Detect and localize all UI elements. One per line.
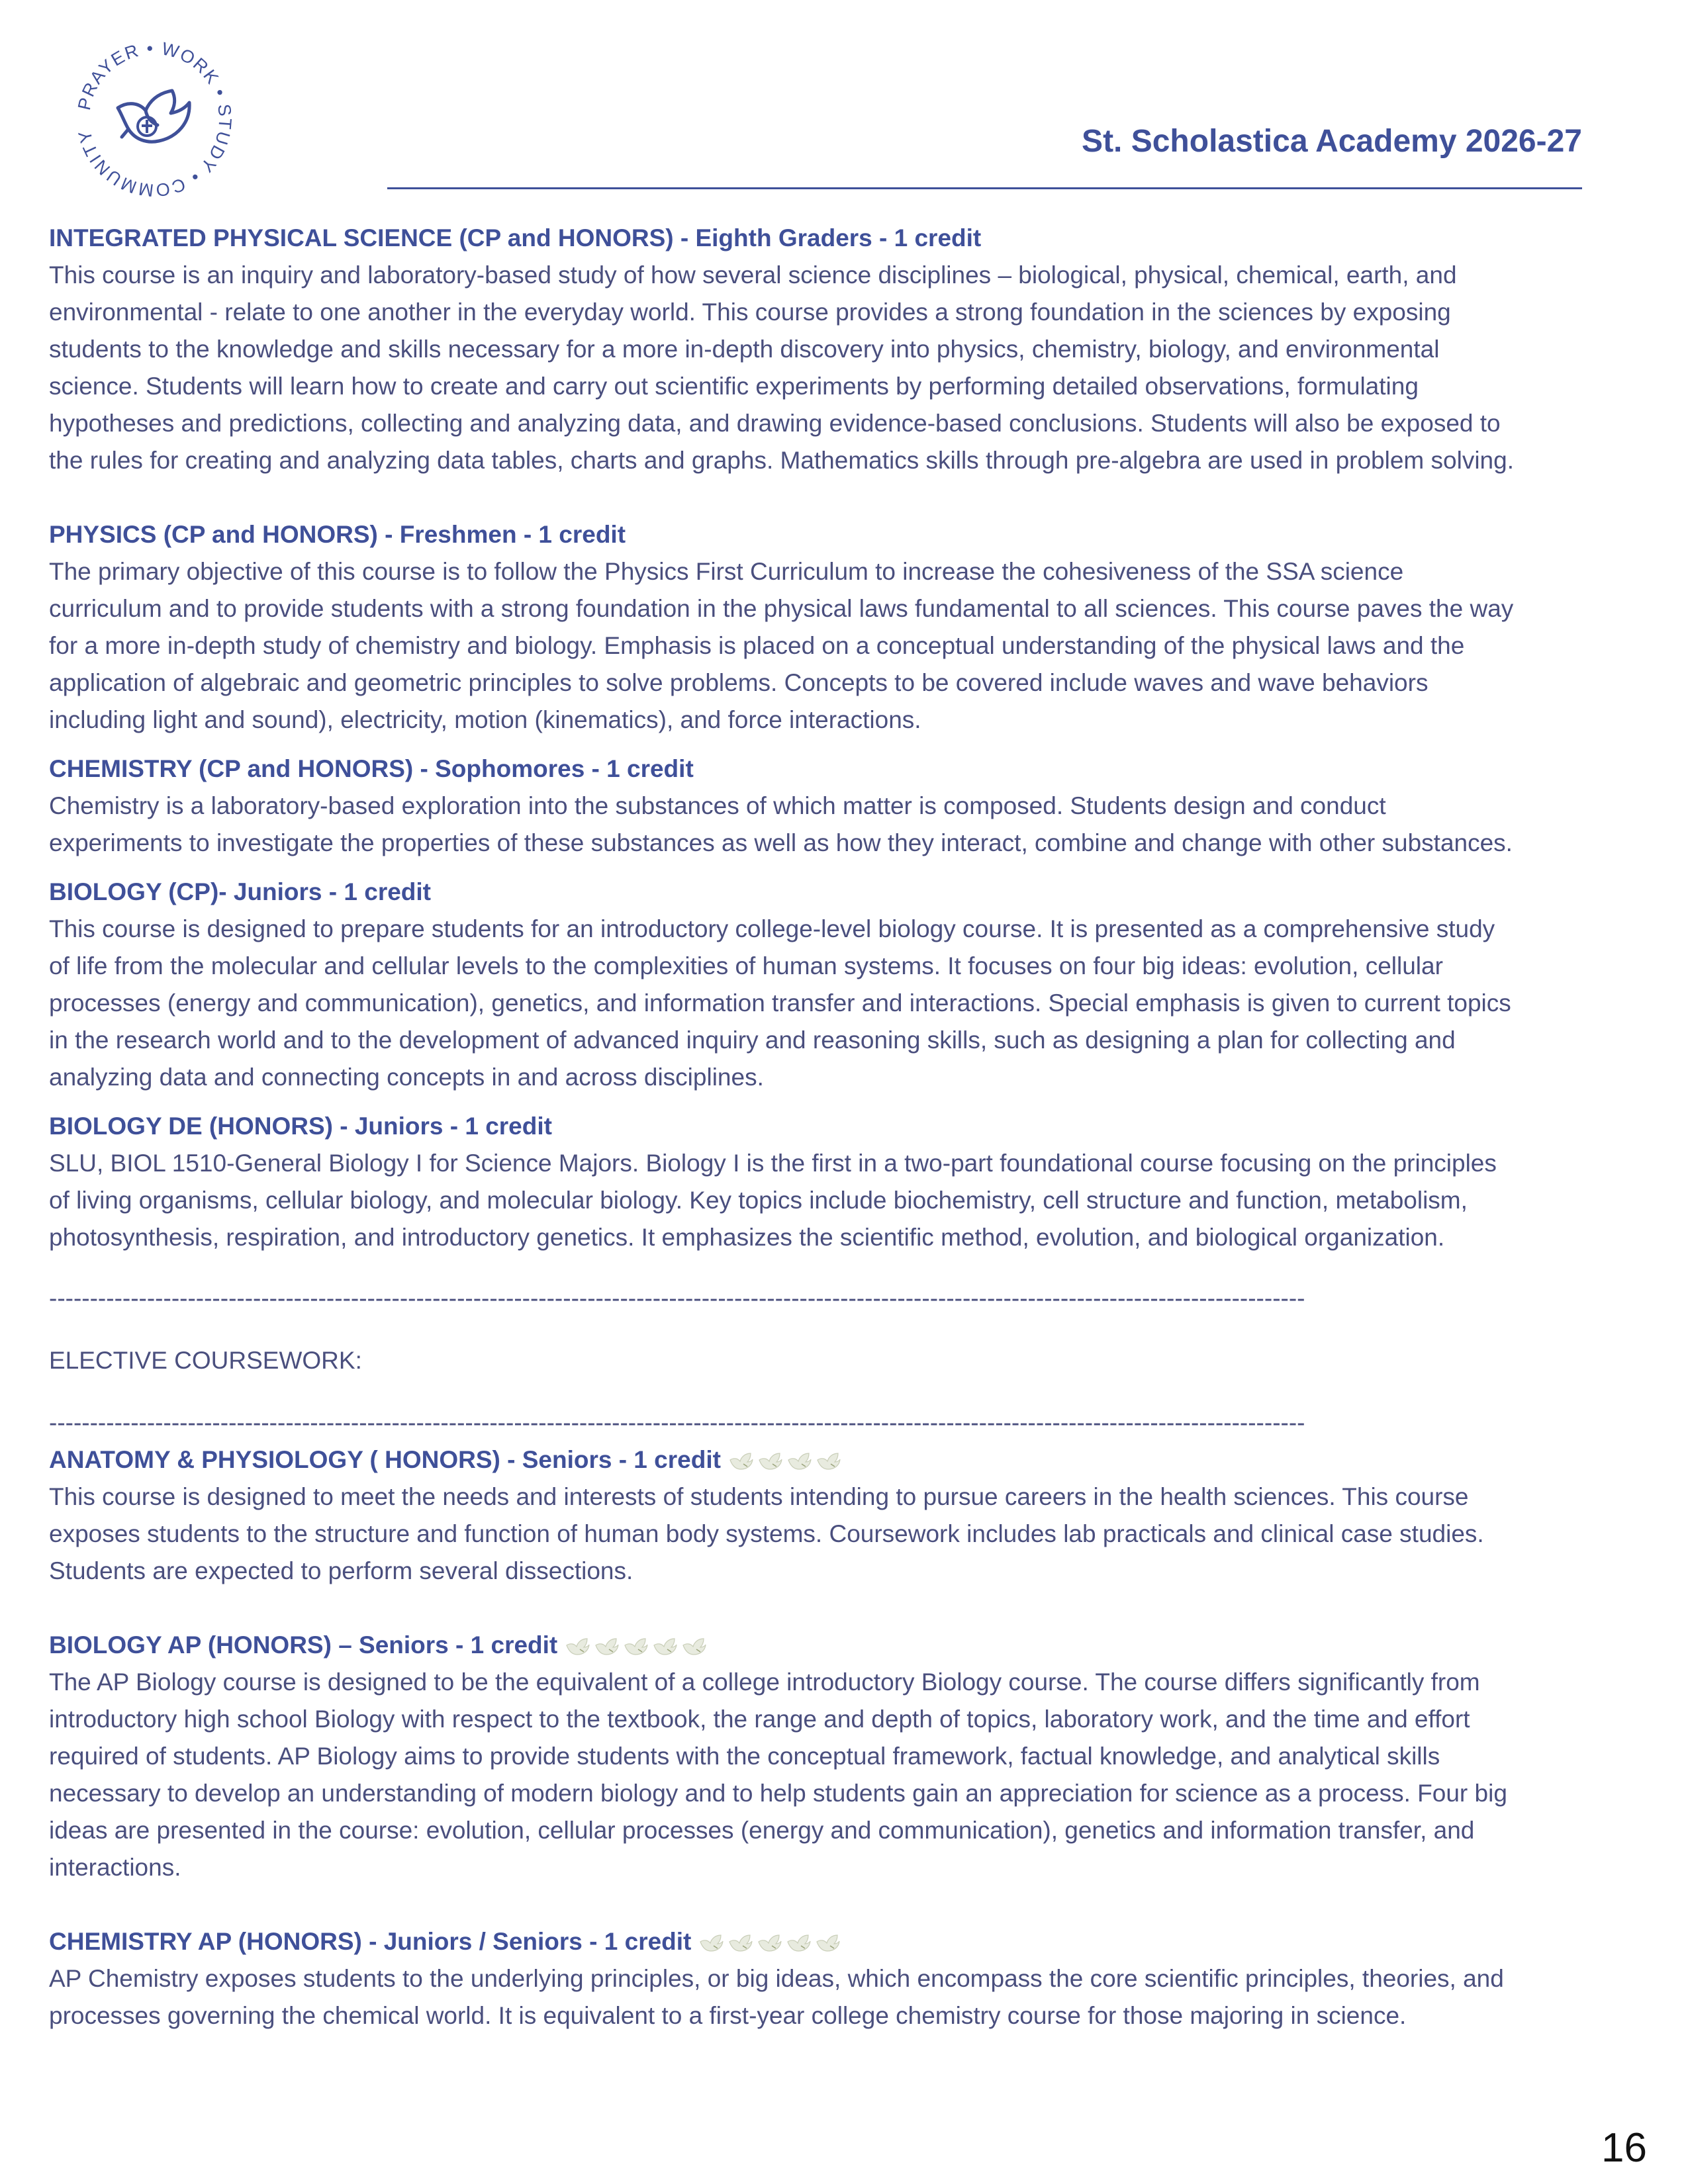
course-description-line: including light and sound), electricity, motion (kinematics), and force interactions. — [49, 706, 921, 733]
school-logo — [65, 30, 244, 208]
dove-icon — [814, 1933, 841, 1954]
course-block — [49, 220, 1651, 479]
dove-icon — [593, 1636, 620, 1657]
course-description-line: required of students. AP Biology aims to provide students with the conceptual framework, factual knowledge, and analytical skills — [49, 1743, 1440, 1770]
course-description-line: Chemistry is a laboratory-based exploration into the substances of which matter is composed. Students design and conduct — [49, 792, 1386, 819]
course-block — [49, 1627, 1651, 1886]
header-divider — [387, 187, 1582, 189]
course-description-line: photosynthesis, respiration, and introductory genetics. It emphasizes the scientific method, evolution, and biological organization. — [49, 1224, 1445, 1251]
dove-rating — [727, 1451, 841, 1472]
dove-icon — [564, 1636, 590, 1657]
course-description-line: ideas are presented in the course: evolution, cellular processes (energy and communication), genetics and information transfer, and — [49, 1817, 1475, 1844]
course-title-text: CHEMISTRY (CP and HONORS) - Sophomores - 1 credit — [49, 755, 694, 782]
course-block — [49, 1108, 1651, 1256]
core-course-list — [49, 220, 1651, 1256]
elective-course-list — [49, 1441, 1651, 2034]
course-description-line: analyzing data and connecting concepts in and across disciplines. — [49, 1064, 764, 1091]
course-description-line: hypotheses and predictions, collecting and analyzing data, and drawing evidence-based conclusions. Students will also be exposed to — [49, 410, 1501, 437]
course-description-line: Students are expected to perform several dissections. — [49, 1557, 633, 1584]
course-title — [49, 1923, 1651, 1960]
dove-rating — [698, 1933, 841, 1954]
course-description-line: curriculum and to provide students with a strong foundation in the physical laws fundamental to all sciences. This course paves the way — [49, 595, 1514, 622]
course-description-line: application of algebraic and geometric principles to solve problems. Concepts to be covered include waves and wave behaviors — [49, 669, 1429, 696]
course-block — [49, 874, 1651, 1096]
course-description-line: exposes students to the structure and function of human body systems. Coursework includes lab practicals and clinical case studies. — [49, 1520, 1484, 1547]
course-description-line: SLU, BIOL 1510-General Biology I for Science Majors. Biology I is the first in a two-part foundational course focusing on the principles — [49, 1150, 1497, 1177]
course-description-line: This course is designed to prepare students for an introductory college-level biology course. It is presented as a comprehensive study — [49, 915, 1495, 942]
course-description-line: processes (energy and communication), genetics, and information transfer and interactions. Special emphasis is given to current topics — [49, 989, 1511, 1017]
course-block — [49, 1441, 1651, 1590]
course-title-text: PHYSICS (CP and HONORS) - Freshmen - 1 credit — [49, 521, 626, 548]
logo-motto: PRAYER • WORK • STUDY • COMMUNITY — [73, 38, 236, 201]
course-title-text: BIOLOGY AP (HONORS) – Seniors - 1 credit — [49, 1631, 558, 1659]
course-title-text: BIOLOGY (CP)- Juniors - 1 credit — [49, 878, 432, 905]
dove-icon — [727, 1933, 753, 1954]
course-description-line: interactions. — [49, 1854, 181, 1881]
course-block — [49, 1923, 1651, 2034]
course-title-text: BIOLOGY DE (HONORS) - Juniors - 1 credit — [49, 1113, 552, 1140]
course-description-line: the rules for creating and analyzing data tables, charts and graphs. Mathematics skills through pre-algebra are used in problem solving. — [49, 447, 1514, 474]
dove-icon — [698, 1933, 724, 1954]
course-description-line: in the research world and to the development of advanced inquiry and reasoning skills, such as designing a plan for collecting and — [49, 1026, 1456, 1054]
course-title-text: INTEGRATED PHYSICAL SCIENCE (CP and HONORS) - Eighth Graders - 1 credit — [49, 224, 982, 251]
course-description-line: environmental - relate to one another in the everyday world. This course provides a strong foundation in the sciences by exposing — [49, 298, 1451, 326]
dove-icon — [785, 1933, 812, 1954]
course-title — [49, 220, 1651, 257]
course-description-line: students to the knowledge and skills necessary for a more in-depth discovery into physics, chemistry, biology, and environmental — [49, 336, 1440, 363]
course-description-line: of life from the molecular and cellular levels to the complexities of human systems. It focuses on four big ideas: evolution, cellular — [49, 952, 1443, 979]
dove-icon — [727, 1451, 754, 1472]
course-description-line: science. Students will learn how to create and carry out scientific experiments by performing detailed observations, formulating — [49, 373, 1419, 400]
course-description-line: experiments to investigate the properties of these substances as well as how they interact, combine and change with other substances. — [49, 829, 1513, 856]
course-description-line: of living organisms, cellular biology, and molecular biology. Key topics include biochemistry, cell structure and function, metabolism, — [49, 1187, 1468, 1214]
separator-line: ---------------------------------------------------------------------------------------------------------------------------------------------------------- — [49, 1409, 1305, 1436]
course-title-text: CHEMISTRY AP (HONORS) - Juniors / Seniors - 1 credit — [49, 1928, 692, 1955]
separator-line: ---------------------------------------------------------------------------------------------------------------------------------------------------------- — [49, 1285, 1305, 1312]
dove-seal-icon — [65, 30, 244, 208]
course-title — [49, 1108, 1651, 1145]
elective-heading: ELECTIVE COURSEWORK: — [49, 1347, 362, 1374]
course-title — [49, 1627, 1651, 1664]
course-description-line: AP Chemistry exposes students to the underlying principles, or big ideas, which encompass the core scientific principles, theories, and — [49, 1965, 1504, 1992]
course-content — [49, 220, 1651, 2034]
dove-icon — [651, 1636, 678, 1657]
dove-icon — [815, 1451, 841, 1472]
dove-icon — [757, 1451, 783, 1472]
course-description-line: The primary objective of this course is to follow the Physics First Curriculum to increase the cohesiveness of the SSA science — [49, 558, 1404, 585]
dove-rating — [564, 1636, 707, 1657]
course-title — [49, 874, 1651, 911]
course-title — [49, 516, 1651, 553]
course-title-text: ANATOMY & PHYSIOLOGY ( HONORS) - Seniors - 1 credit — [49, 1446, 721, 1473]
dove-icon — [756, 1933, 782, 1954]
school-title: St. Scholastica Academy 2026-27 — [1082, 124, 1582, 159]
course-title — [49, 1441, 1651, 1479]
dove-icon — [786, 1451, 812, 1472]
course-description-line: introductory high school Biology with respect to the textbook, the range and depth of topics, laboratory work, and the time and effort — [49, 1706, 1470, 1733]
course-description-line: necessary to develop an understanding of modern biology and to help students gain an appreciation for science as a process. Four big — [49, 1780, 1507, 1807]
course-description-line: This course is an inquiry and laboratory-based study of how several science disciplines – biological, physical, chemical, earth, and — [49, 261, 1457, 289]
course-title — [49, 751, 1651, 788]
course-block — [49, 516, 1651, 739]
course-block — [49, 751, 1651, 862]
dove-icon — [622, 1636, 649, 1657]
course-description-line: This course is designed to meet the needs and interests of students intending to pursue careers in the health sciences. This course — [49, 1483, 1469, 1510]
course-description-line: The AP Biology course is designed to be the equivalent of a college introductory Biology course. The course differs significantly from — [49, 1668, 1480, 1696]
page-number: 16 — [1601, 2125, 1647, 2171]
course-description-line: processes governing the chemical world. It is equivalent to a first-year college chemistry course for those majoring in science. — [49, 2002, 1407, 2029]
course-description-line: for a more in-depth study of chemistry and biology. Emphasis is placed on a conceptual understanding of the physical laws and the — [49, 632, 1465, 659]
dove-icon — [680, 1636, 707, 1657]
